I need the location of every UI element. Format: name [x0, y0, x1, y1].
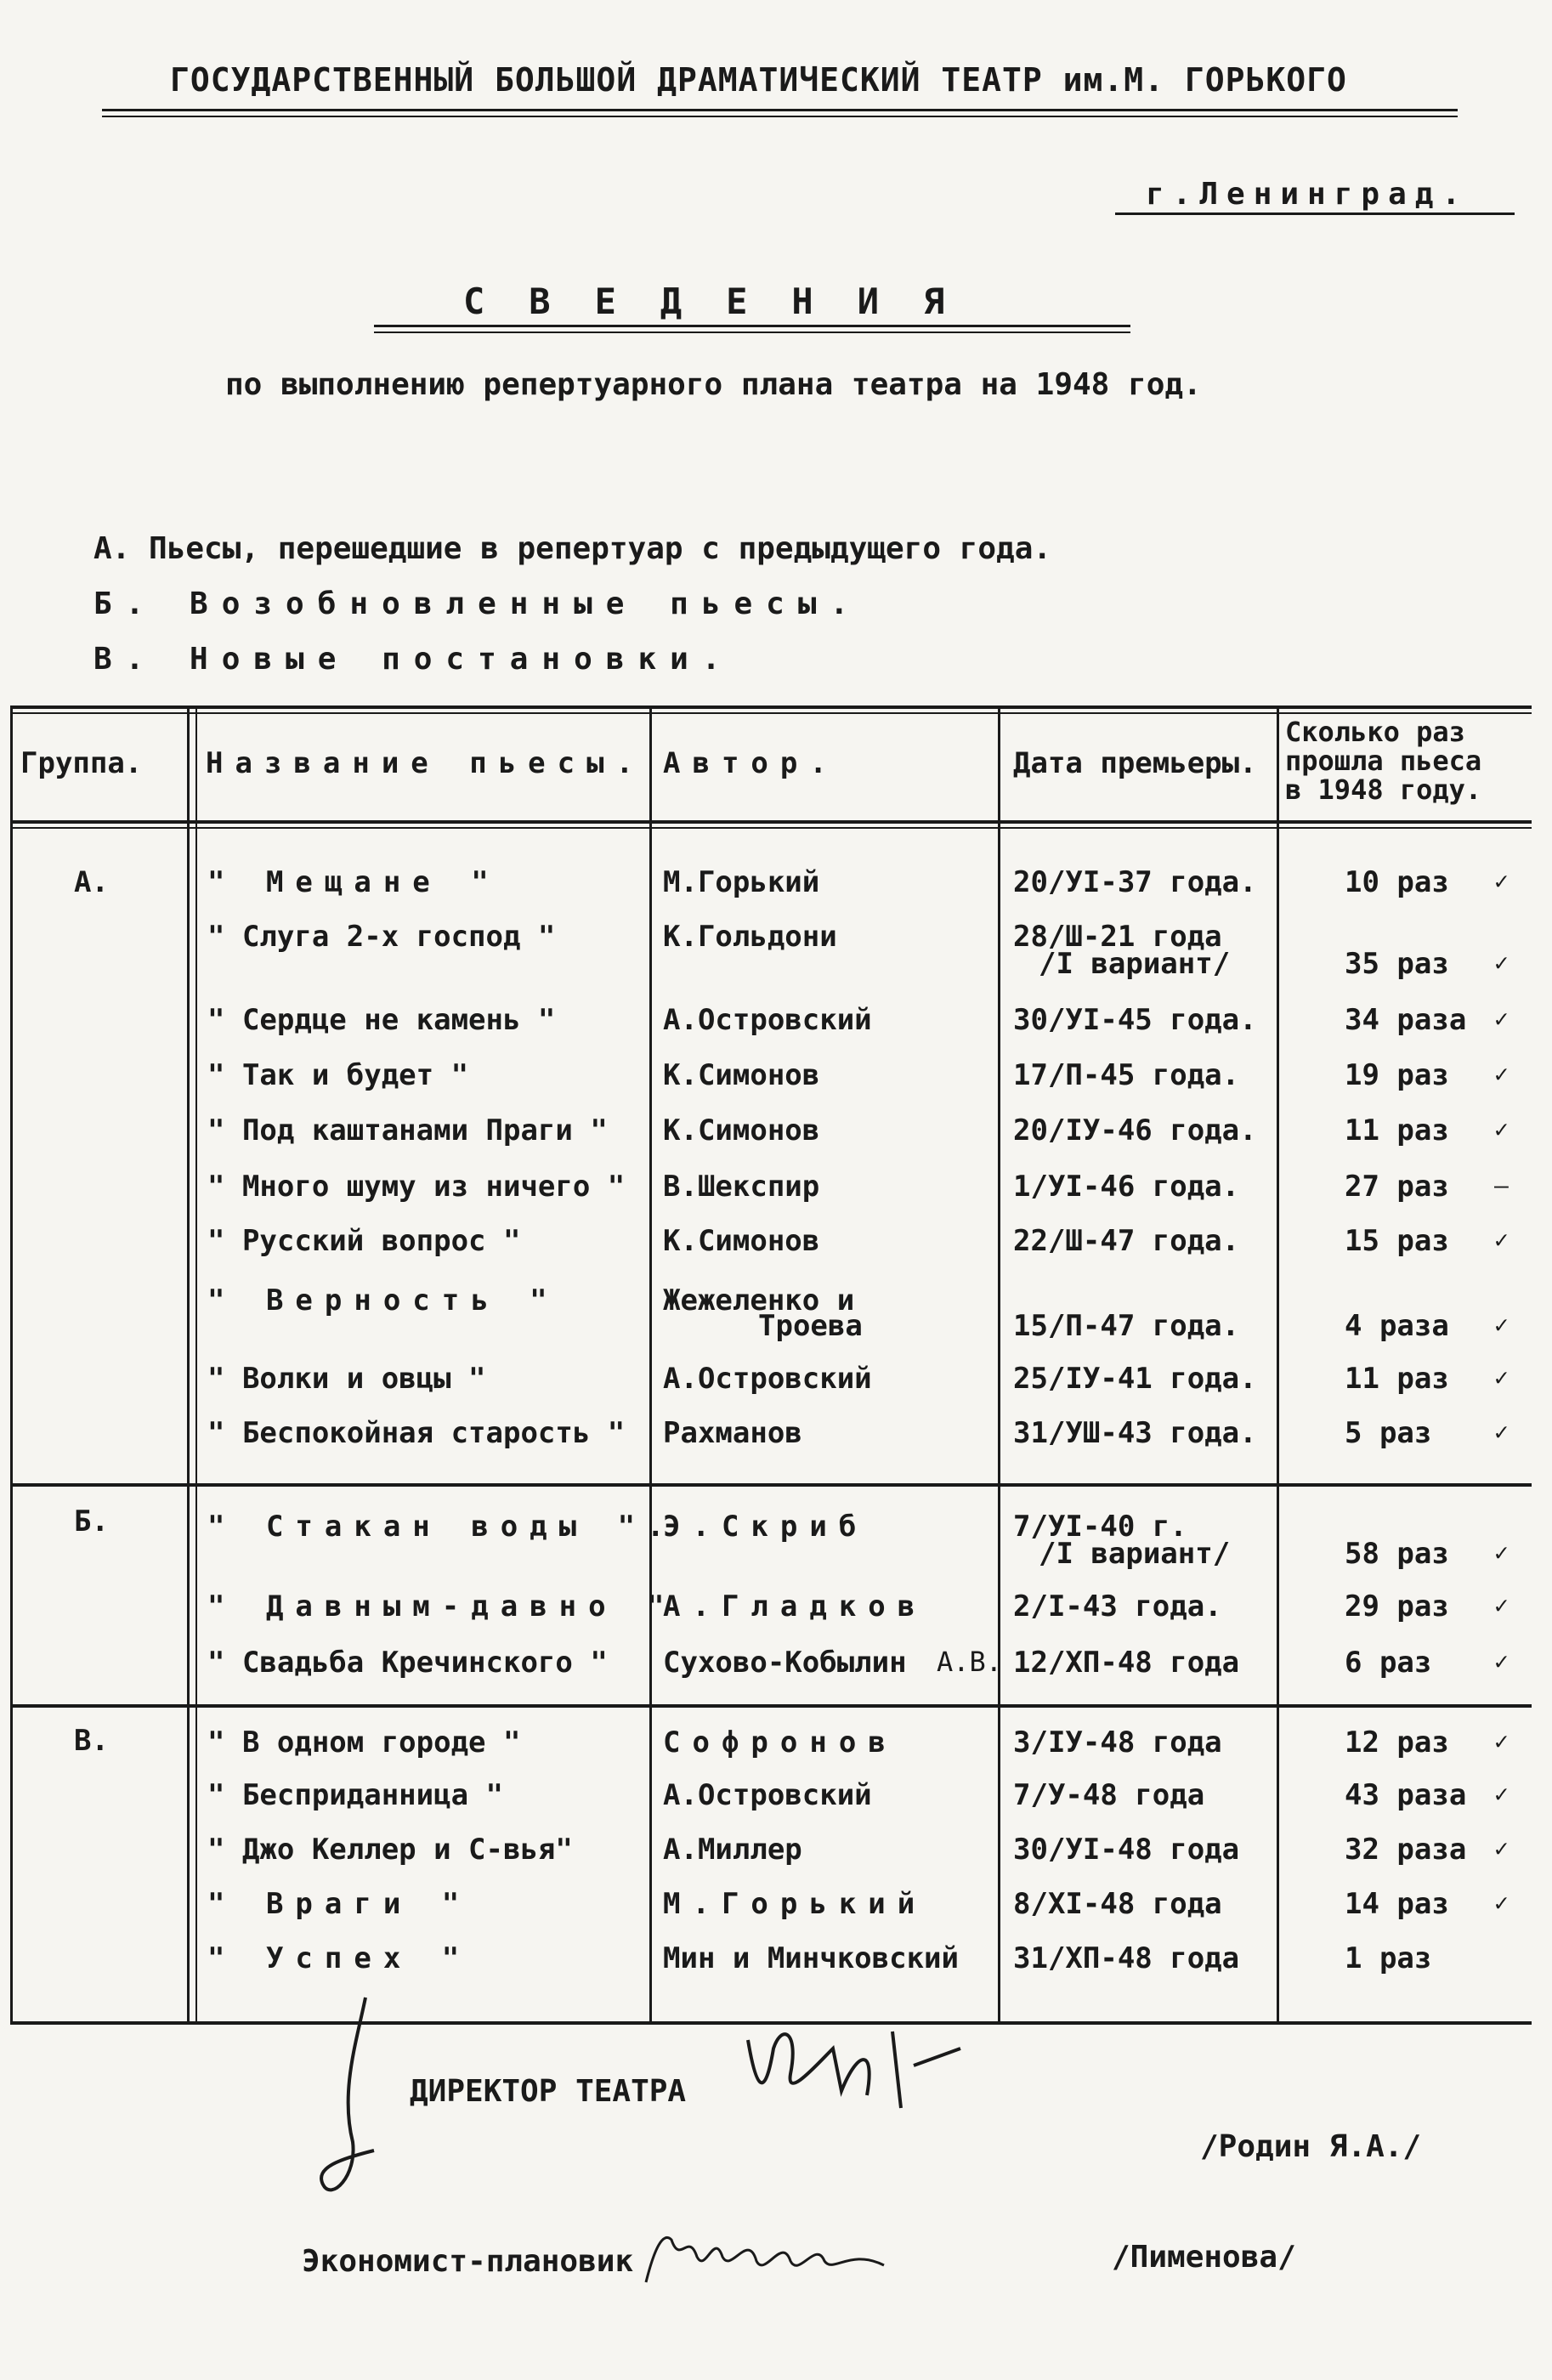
- performance-count: 1 раз: [1345, 1941, 1432, 1975]
- play-author: В.Шекспир: [663, 1170, 820, 1204]
- group-legend-b: Б. Возобновленные пьесы.: [93, 586, 863, 621]
- play-author: Рахманов: [663, 1416, 802, 1450]
- play-title: " Под каштанами Праги ": [207, 1114, 608, 1148]
- play-title: " Стакан воды ".: [207, 1510, 677, 1544]
- play-title: " Успех ": [207, 1941, 472, 1975]
- header-rule-2: [102, 116, 1458, 117]
- group-label-a: А.: [74, 865, 109, 899]
- premiere-date-variant: /I вариант/: [1039, 1537, 1231, 1571]
- play-author: А.Гладков: [663, 1590, 927, 1624]
- play-author: Софронов: [663, 1726, 898, 1760]
- play-title: " Беспокойная старость ": [207, 1416, 626, 1450]
- col-border-left: [10, 706, 13, 2025]
- play-author: К.Симонов: [663, 1224, 820, 1258]
- check-mark: ✓: [1494, 1226, 1509, 1254]
- performance-count: 14 раз: [1345, 1887, 1449, 1921]
- premiere-date: 2/I-43 года.: [1013, 1590, 1222, 1624]
- group-a-bottom-border: [10, 1483, 1532, 1487]
- play-title: " Давным-давно ": [207, 1590, 677, 1624]
- check-mark: ✓: [1494, 1311, 1509, 1339]
- title-underline: [374, 325, 1130, 327]
- economist-signature: [637, 2214, 892, 2291]
- play-title: " Слуга 2-х господ ": [207, 920, 556, 954]
- group-legend-c: В. Новые постановки.: [93, 642, 734, 677]
- group-label-c: В.: [74, 1724, 109, 1758]
- check-mark: ✓: [1494, 1591, 1509, 1619]
- play-title: " Свадьба Кречинского ": [207, 1646, 608, 1680]
- header-play: Название пьесы.: [206, 746, 646, 780]
- check-mark: ✓: [1494, 1780, 1509, 1808]
- play-author: Мин и Минчковский: [663, 1941, 959, 1975]
- col-border-1b: [195, 706, 197, 2025]
- header-bottom-border: [10, 820, 1532, 824]
- col-border-1: [187, 706, 190, 2025]
- group-b-bottom-border: [10, 1704, 1532, 1708]
- header-premiere: Дата премьеры.: [1013, 746, 1257, 780]
- header-author: Автор.: [663, 746, 839, 780]
- document-subtitle: по выполнению репертуарного плана театра на 1948 год.: [225, 367, 1202, 402]
- performance-count: 4 раза: [1345, 1309, 1449, 1343]
- director-label: ДИРЕКТОР ТЕАТРА: [410, 2074, 687, 2109]
- header-count-line3: в 1948 году.: [1285, 774, 1482, 806]
- document-title: СВЕДЕНИЯ: [463, 280, 989, 322]
- performance-count: 35 раз: [1345, 947, 1449, 981]
- check-mark: ✓: [1494, 1834, 1509, 1862]
- col-border-3: [998, 706, 1000, 2025]
- header-group: Группа.: [20, 746, 143, 780]
- premiere-date: 8/XI-48 года: [1013, 1887, 1222, 1921]
- play-title: " Мещане ": [207, 865, 501, 899]
- check-mark: ✓: [1494, 867, 1509, 895]
- economist-label: Экономист-плановик: [302, 2244, 634, 2279]
- performance-count: 29 раз: [1345, 1590, 1449, 1624]
- play-author: М.Горький: [663, 1887, 927, 1921]
- play-title: " Враги ": [207, 1887, 472, 1921]
- performance-count: 11 раз: [1345, 1114, 1449, 1148]
- check-mark: ✓: [1494, 1418, 1509, 1446]
- performance-count: 6 раз: [1345, 1646, 1432, 1680]
- check-mark: ✓: [1494, 1647, 1509, 1675]
- play-title: " В одном городе ": [207, 1726, 521, 1760]
- premiere-date: 7/УI-40 г.: [1013, 1510, 1187, 1544]
- performance-count: 27 раз: [1345, 1170, 1449, 1204]
- premiere-date: 1/УI-46 года.: [1013, 1170, 1240, 1204]
- play-author: Жежеленко и: [663, 1284, 855, 1318]
- header-bottom-border-2: [10, 827, 1532, 829]
- check-mark: ✓: [1494, 1727, 1509, 1755]
- director-name: /Родин Я.А./: [1200, 2129, 1422, 2164]
- play-title: " Верность ": [207, 1284, 559, 1318]
- table-top-border: [10, 706, 1532, 709]
- performance-count: 12 раз: [1345, 1726, 1449, 1760]
- performance-count: 32 раза: [1345, 1833, 1467, 1867]
- play-author: М.Горький: [663, 865, 820, 899]
- col-border-4: [1277, 706, 1279, 2025]
- institution-name: ГОСУДАРСТВЕННЫЙ БОЛЬШОЙ ДРАМАТИЧЕСКИЙ ТЕАТР им.М. ГОРЬКОГО: [170, 61, 1347, 99]
- performance-count: 11 раз: [1345, 1362, 1449, 1396]
- play-author-note: А.В.: [937, 1646, 1003, 1678]
- header-count-line2: прошла пьеса: [1285, 745, 1482, 777]
- play-author: А.Островский: [663, 1003, 872, 1037]
- check-mark: ✓: [1494, 1005, 1509, 1033]
- premiere-date: 28/Ш-21 года: [1013, 920, 1222, 954]
- performance-count: 43 раза: [1345, 1778, 1467, 1812]
- play-author-line2: Троева: [758, 1309, 863, 1343]
- check-mark: ✓: [1494, 949, 1509, 977]
- play-title: " Сердце не камень ": [207, 1003, 556, 1037]
- performance-count: 10 раз: [1345, 865, 1449, 899]
- premiere-date: 30/УI-48 года: [1013, 1833, 1240, 1867]
- performance-count: 34 раза: [1345, 1003, 1467, 1037]
- premiere-date: 3/IУ-48 года: [1013, 1726, 1222, 1760]
- play-author: К.Гольдони: [663, 920, 837, 954]
- city-underline: [1115, 212, 1515, 215]
- city: г.Ленинград.: [1146, 177, 1470, 212]
- play-author: К.Симонов: [663, 1114, 820, 1148]
- premiere-date: 20/IУ-46 года.: [1013, 1114, 1257, 1148]
- col-border-2: [649, 706, 652, 2025]
- play-title: " Русский вопрос ": [207, 1224, 521, 1258]
- check-mark: ✓: [1494, 1889, 1509, 1917]
- performance-count: 15 раз: [1345, 1224, 1449, 1258]
- director-signature: [731, 2014, 969, 2116]
- play-author: Э.Скриб: [663, 1510, 869, 1544]
- check-mark: ✓: [1494, 1115, 1509, 1143]
- table-top-border-2: [10, 712, 1532, 714]
- play-author: Сухово-Кобылин: [663, 1646, 907, 1680]
- check-mark: ✓: [1494, 1363, 1509, 1391]
- director-signature-stroke: [306, 1989, 408, 2218]
- repertoire-table: [10, 706, 1532, 2027]
- premiere-date: 25/IУ-41 года.: [1013, 1362, 1257, 1396]
- premiere-date: 7/У-48 года: [1013, 1778, 1205, 1812]
- premiere-date: 22/Ш-47 года.: [1013, 1224, 1240, 1258]
- play-title: " Джо Келлер и С-вья": [207, 1833, 573, 1867]
- play-author: А.Островский: [663, 1778, 872, 1812]
- premiere-date: 30/УI-45 года.: [1013, 1003, 1257, 1037]
- performance-count: 19 раз: [1345, 1058, 1449, 1092]
- economist-name: /Пименова/: [1112, 2240, 1296, 2275]
- premiere-date: 15/П-47 года.: [1013, 1309, 1240, 1343]
- check-mark: ✓: [1494, 1538, 1509, 1567]
- play-title: " Так и будет ": [207, 1058, 469, 1092]
- group-label-b: Б.: [74, 1504, 109, 1538]
- group-legend-a: А. Пьесы, перешедшие в репертуар с предыдущего года.: [93, 531, 1052, 566]
- header-count-line1: Сколько раз: [1285, 716, 1465, 748]
- title-underline-2: [374, 332, 1130, 333]
- check-mark: –: [1494, 1171, 1509, 1199]
- play-author: А.Островский: [663, 1362, 872, 1396]
- premiere-date: 12/XП-48 года: [1013, 1646, 1240, 1680]
- premiere-date: 17/П-45 года.: [1013, 1058, 1240, 1092]
- play-title: " Волки и овцы ": [207, 1362, 486, 1396]
- premiere-date: 31/УШ-43 года.: [1013, 1416, 1257, 1450]
- premiere-date: 31/XП-48 года: [1013, 1941, 1240, 1975]
- play-author: А.Миллер: [663, 1833, 802, 1867]
- play-title: " Бесприданница ": [207, 1778, 503, 1812]
- premiere-date-variant: /I вариант/: [1039, 947, 1231, 981]
- performance-count: 58 раз: [1345, 1537, 1449, 1571]
- premiere-date: 20/УI-37 года.: [1013, 865, 1257, 899]
- header-rule: [102, 109, 1458, 111]
- check-mark: ✓: [1494, 1060, 1509, 1088]
- play-author: К.Симонов: [663, 1058, 820, 1092]
- play-title: " Много шуму из ничего ": [207, 1170, 626, 1204]
- performance-count: 5 раз: [1345, 1416, 1432, 1450]
